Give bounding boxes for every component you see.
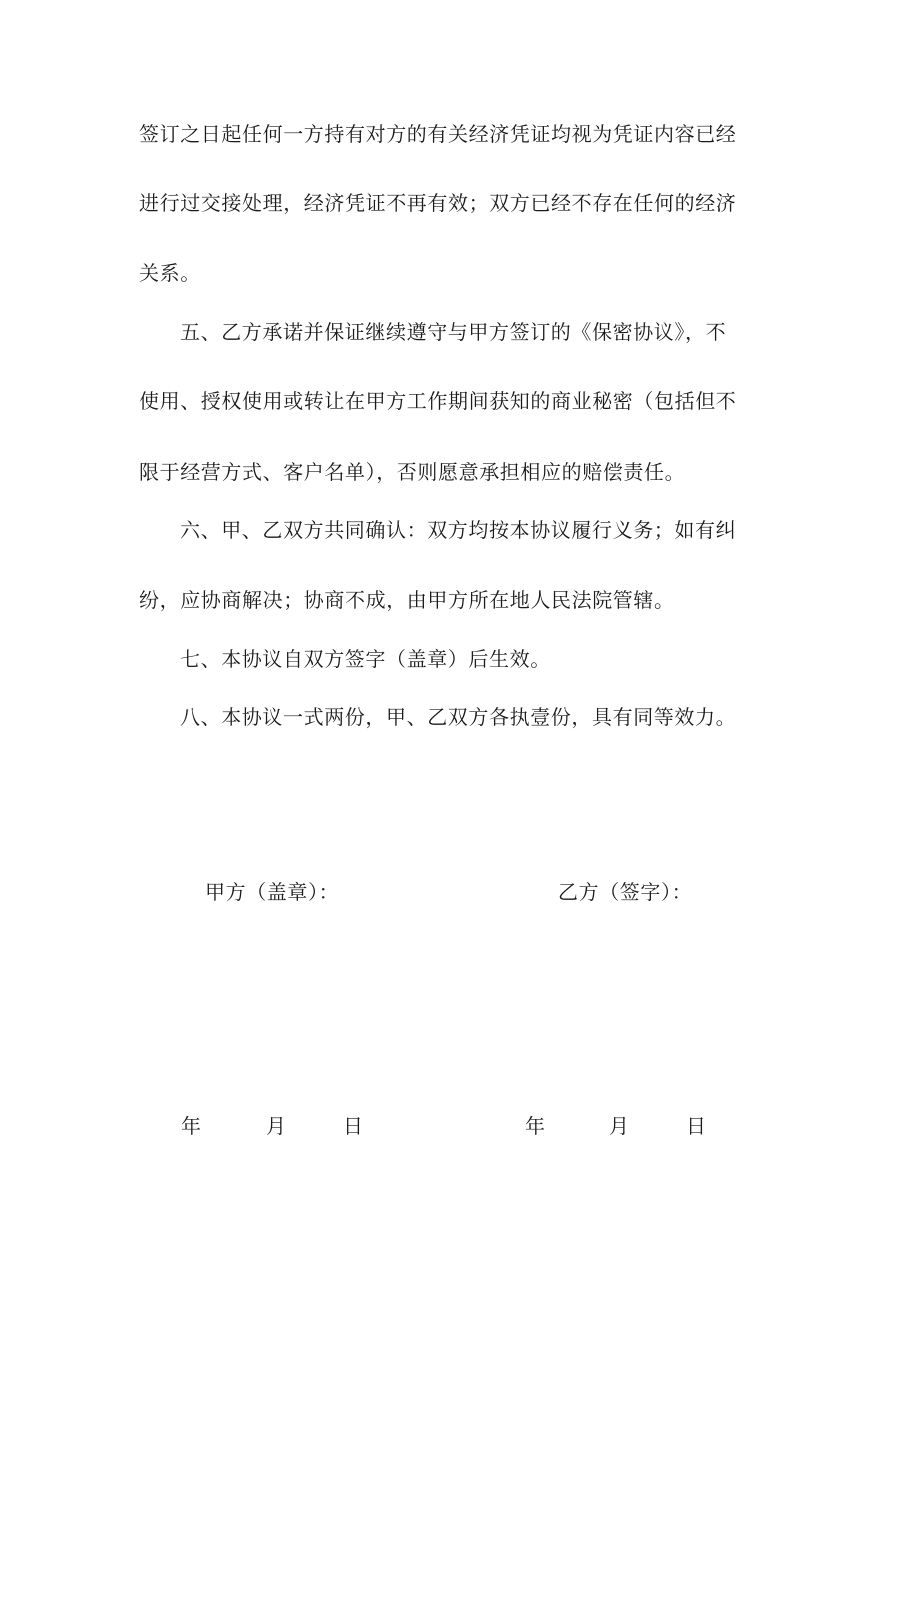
party-b-day-label: 日: [686, 1114, 707, 1138]
paragraph-line: 签订之日起任何一方持有对方的有关经济凭证均视为凭证内容已经: [139, 122, 737, 146]
party-a-signature-label: 甲方（盖章）：: [205, 880, 340, 904]
paragraph-line: 限于经营方式、客户名单），否则愿意承担相应的赔偿责任。: [139, 460, 686, 484]
clause-eight-line: 八、本协议一式两份，甲、乙双方各执壹份，具有同等效力。: [180, 705, 737, 729]
party-a-day-label: 日: [343, 1114, 364, 1138]
clause-seven-line: 七、本协议自双方签字（盖章）后生效。: [180, 647, 551, 671]
party-a-month-label: 月: [266, 1114, 287, 1138]
paragraph-line: 纷，应协商解决；协商不成，由甲方所在地人民法院管辖。: [139, 588, 675, 612]
clause-five-line: 五、乙方承诺并保证继续遵守与甲方签订的《保密协议》，不: [180, 320, 727, 344]
paragraph-line: 使用、授权使用或转让在甲方工作期间获知的商业秘密（包括但不: [139, 389, 737, 413]
clause-six-line: 六、甲、乙双方共同确认：双方均按本协议履行义务；如有纠: [180, 518, 737, 542]
paragraph-line: 关系。: [139, 261, 201, 285]
paragraph-line: 进行过交接处理，经济凭证不再有效；双方已经不存在任何的经济: [139, 191, 737, 215]
party-a-year-label: 年: [181, 1114, 202, 1138]
party-b-signature-label: 乙方（签字）：: [558, 880, 693, 904]
party-b-month-label: 月: [609, 1114, 630, 1138]
party-b-year-label: 年: [525, 1114, 546, 1138]
